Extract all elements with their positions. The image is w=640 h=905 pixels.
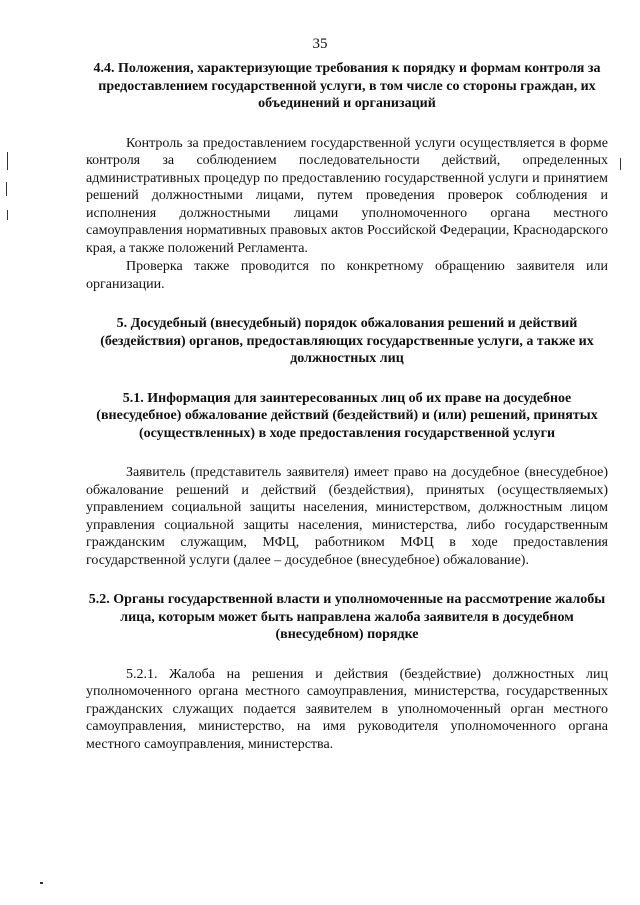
scan-artifact-left-3 — [7, 210, 8, 220]
section-5-heading: 5. Досудебный (внесудебный) порядок обжалования решений и действий (бездействия) органов, предоставляющих государственные услуги, а также их должностных лиц — [100, 316, 594, 366]
section-5-1-paragraph: Заявитель (представитель заявителя) имеет право на досудебное (внесудебное) обжалование решений и действий (бездействия), принятых (осуществляемых) управлением социальной защиты населения, министерством, должностным лицом управления социальной защиты населения, министерства, либо государственным гражданским служащим, МФЦ, работником МФЦ в ходе предоставления государственной услуги (далее – досудебное (внесудебное) обжалование). — [86, 465, 608, 568]
scan-artifact-left-2 — [6, 182, 7, 196]
section-5-2-heading: 5.2. Органы государственной власти и уполномоченные на рассмотрение жалобы лица, которым может быть направлена жалоба заявителя в досудебном (внесудебном) порядке — [88, 592, 606, 642]
section-4-4-paragraph-2: Проверка также проводится по конкретному обращению заявителя или организации. — [86, 259, 608, 292]
section-4-4-paragraph-1: Контроль за предоставлением государственной услуги осуществляется в форме контроля за соблюдением последовательности действий, определенных административных процедур по предоставлению государственной услуги и принятием решений должностными лицами, путем проведения проверок соблюдения и исполнения должностными лицами уполномоченного органа местного самоуправления нормативных правовых актов Российской Федерации, Краснодарского края, а также положений Регламента. — [86, 135, 608, 256]
section-4-4-heading: 4.4. Положения, характеризующие требования к порядку и формам контроля за предоставлением государственной услуги, в том числе со стороны граждан, их объединений и организаций — [93, 61, 601, 111]
document-body — [86, 60, 608, 753]
page-number: 35 — [312, 36, 328, 52]
scan-artifact-left-1 — [7, 152, 8, 170]
scan-artifact-bottom-left — [40, 882, 43, 884]
section-5-1-heading: 5.1. Информация для заинтересованных лиц об их праве на досудебное (внесудебное) обжалование действий (бездействий) и (или) решений, принятых (осуществленных) в ходе предоставления государственной услуги — [96, 390, 598, 441]
section-5-2-1-paragraph: 5.2.1. Жалоба на решения и действия (бездействие) должностных лиц уполномоченного органа местного самоуправления, министерства, государственных гражданских служащих подается заявителем в уполномоченный орган местного самоуправления, министерство, на имя руководителя уполномоченного органа местного самоуправления, министерства. — [86, 666, 608, 752]
scan-artifact-right-1 — [620, 158, 621, 170]
